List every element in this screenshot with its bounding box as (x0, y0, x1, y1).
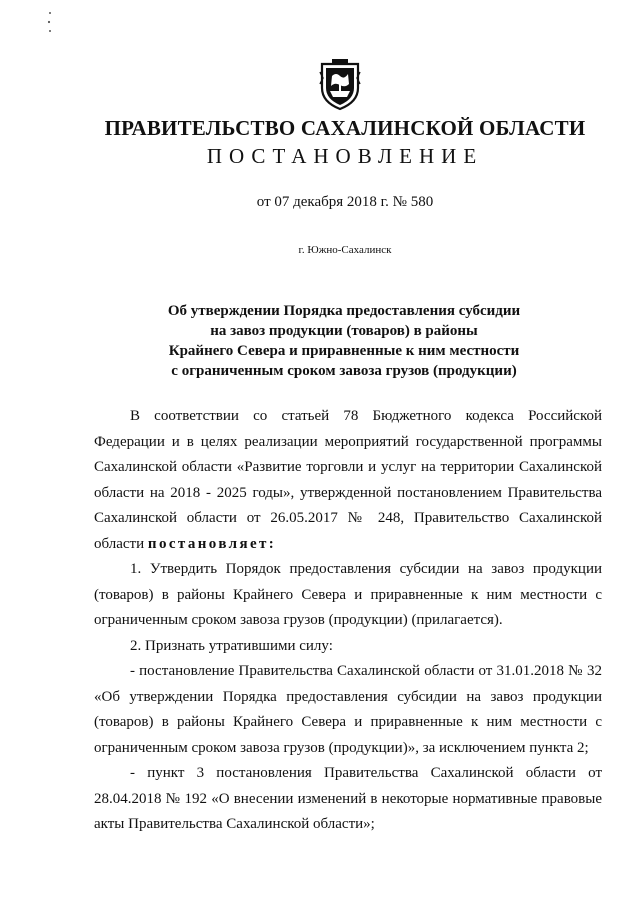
item-2-paragraph: 2. Признать утратившими силу: (130, 637, 333, 654)
preamble-paragraph (94, 404, 602, 557)
coat-of-arms-icon (318, 58, 362, 112)
decree-word: постановляет: (147, 535, 277, 552)
document-subject (150, 301, 538, 381)
scan-marks (46, 10, 54, 34)
subject-line: с ограниченным сроком завоза грузов (продукции) (171, 363, 517, 379)
subject-line: Крайнего Севера и приравненные к ним местности (168, 343, 520, 359)
subject-line: на завоз продукции (товаров) в районы (210, 323, 478, 339)
subject-line: Об утверждении Порядка предоставления субсидии (167, 303, 521, 319)
item-2b-paragraph: - пункт 3 постановления Правительства Сахалинской области от 28.04.2018 № 192 «О внесении изменений в некоторые нормативные правовые акты Правительства Сахалинской области»; (94, 765, 602, 832)
document-body (94, 404, 602, 838)
document-city: г. Южно-Сахалинск (298, 244, 392, 256)
preamble-text: В соответствии со статьей 78 Бюджетного кодекса Российской Федерации и в целях реализации мероприятий государственной программы Сахалинской области «Развитие торговли и услуг на территории Сахалинской области на 2018 - 2025 годы», утвержденной постановлением Правительства Сахалинской области от 26.05.2017 № 248, Правительство Сахалинской области (94, 408, 602, 552)
government-title: ПРАВИТЕЛЬСТВО САХАЛИНСКОЙ ОБЛАСТИ (104, 116, 586, 140)
document-date-number: от 07 декабря 2018 г. № 580 (256, 194, 434, 210)
document-kind: ПОСТАНОВЛЕНИЕ (206, 144, 484, 168)
item-1-paragraph: 1. Утвердить Порядок предоставления субсидии на завоз продукции (товаров) в районы Крайнего Севера и приравненные к ним местности с ограниченным сроком завоза грузов (продукции) (прилагается). (94, 561, 602, 628)
item-2a-paragraph: - постановление Правительства Сахалинской области от 31.01.2018 № 32 «Об утверждении Порядка предоставления субсидии на завоз продукции (товаров) в районы Крайнего Севера и приравненные к ним местности с ограниченным сроком завоза грузов (продукции)», за исключением пункта 2; (94, 663, 602, 756)
